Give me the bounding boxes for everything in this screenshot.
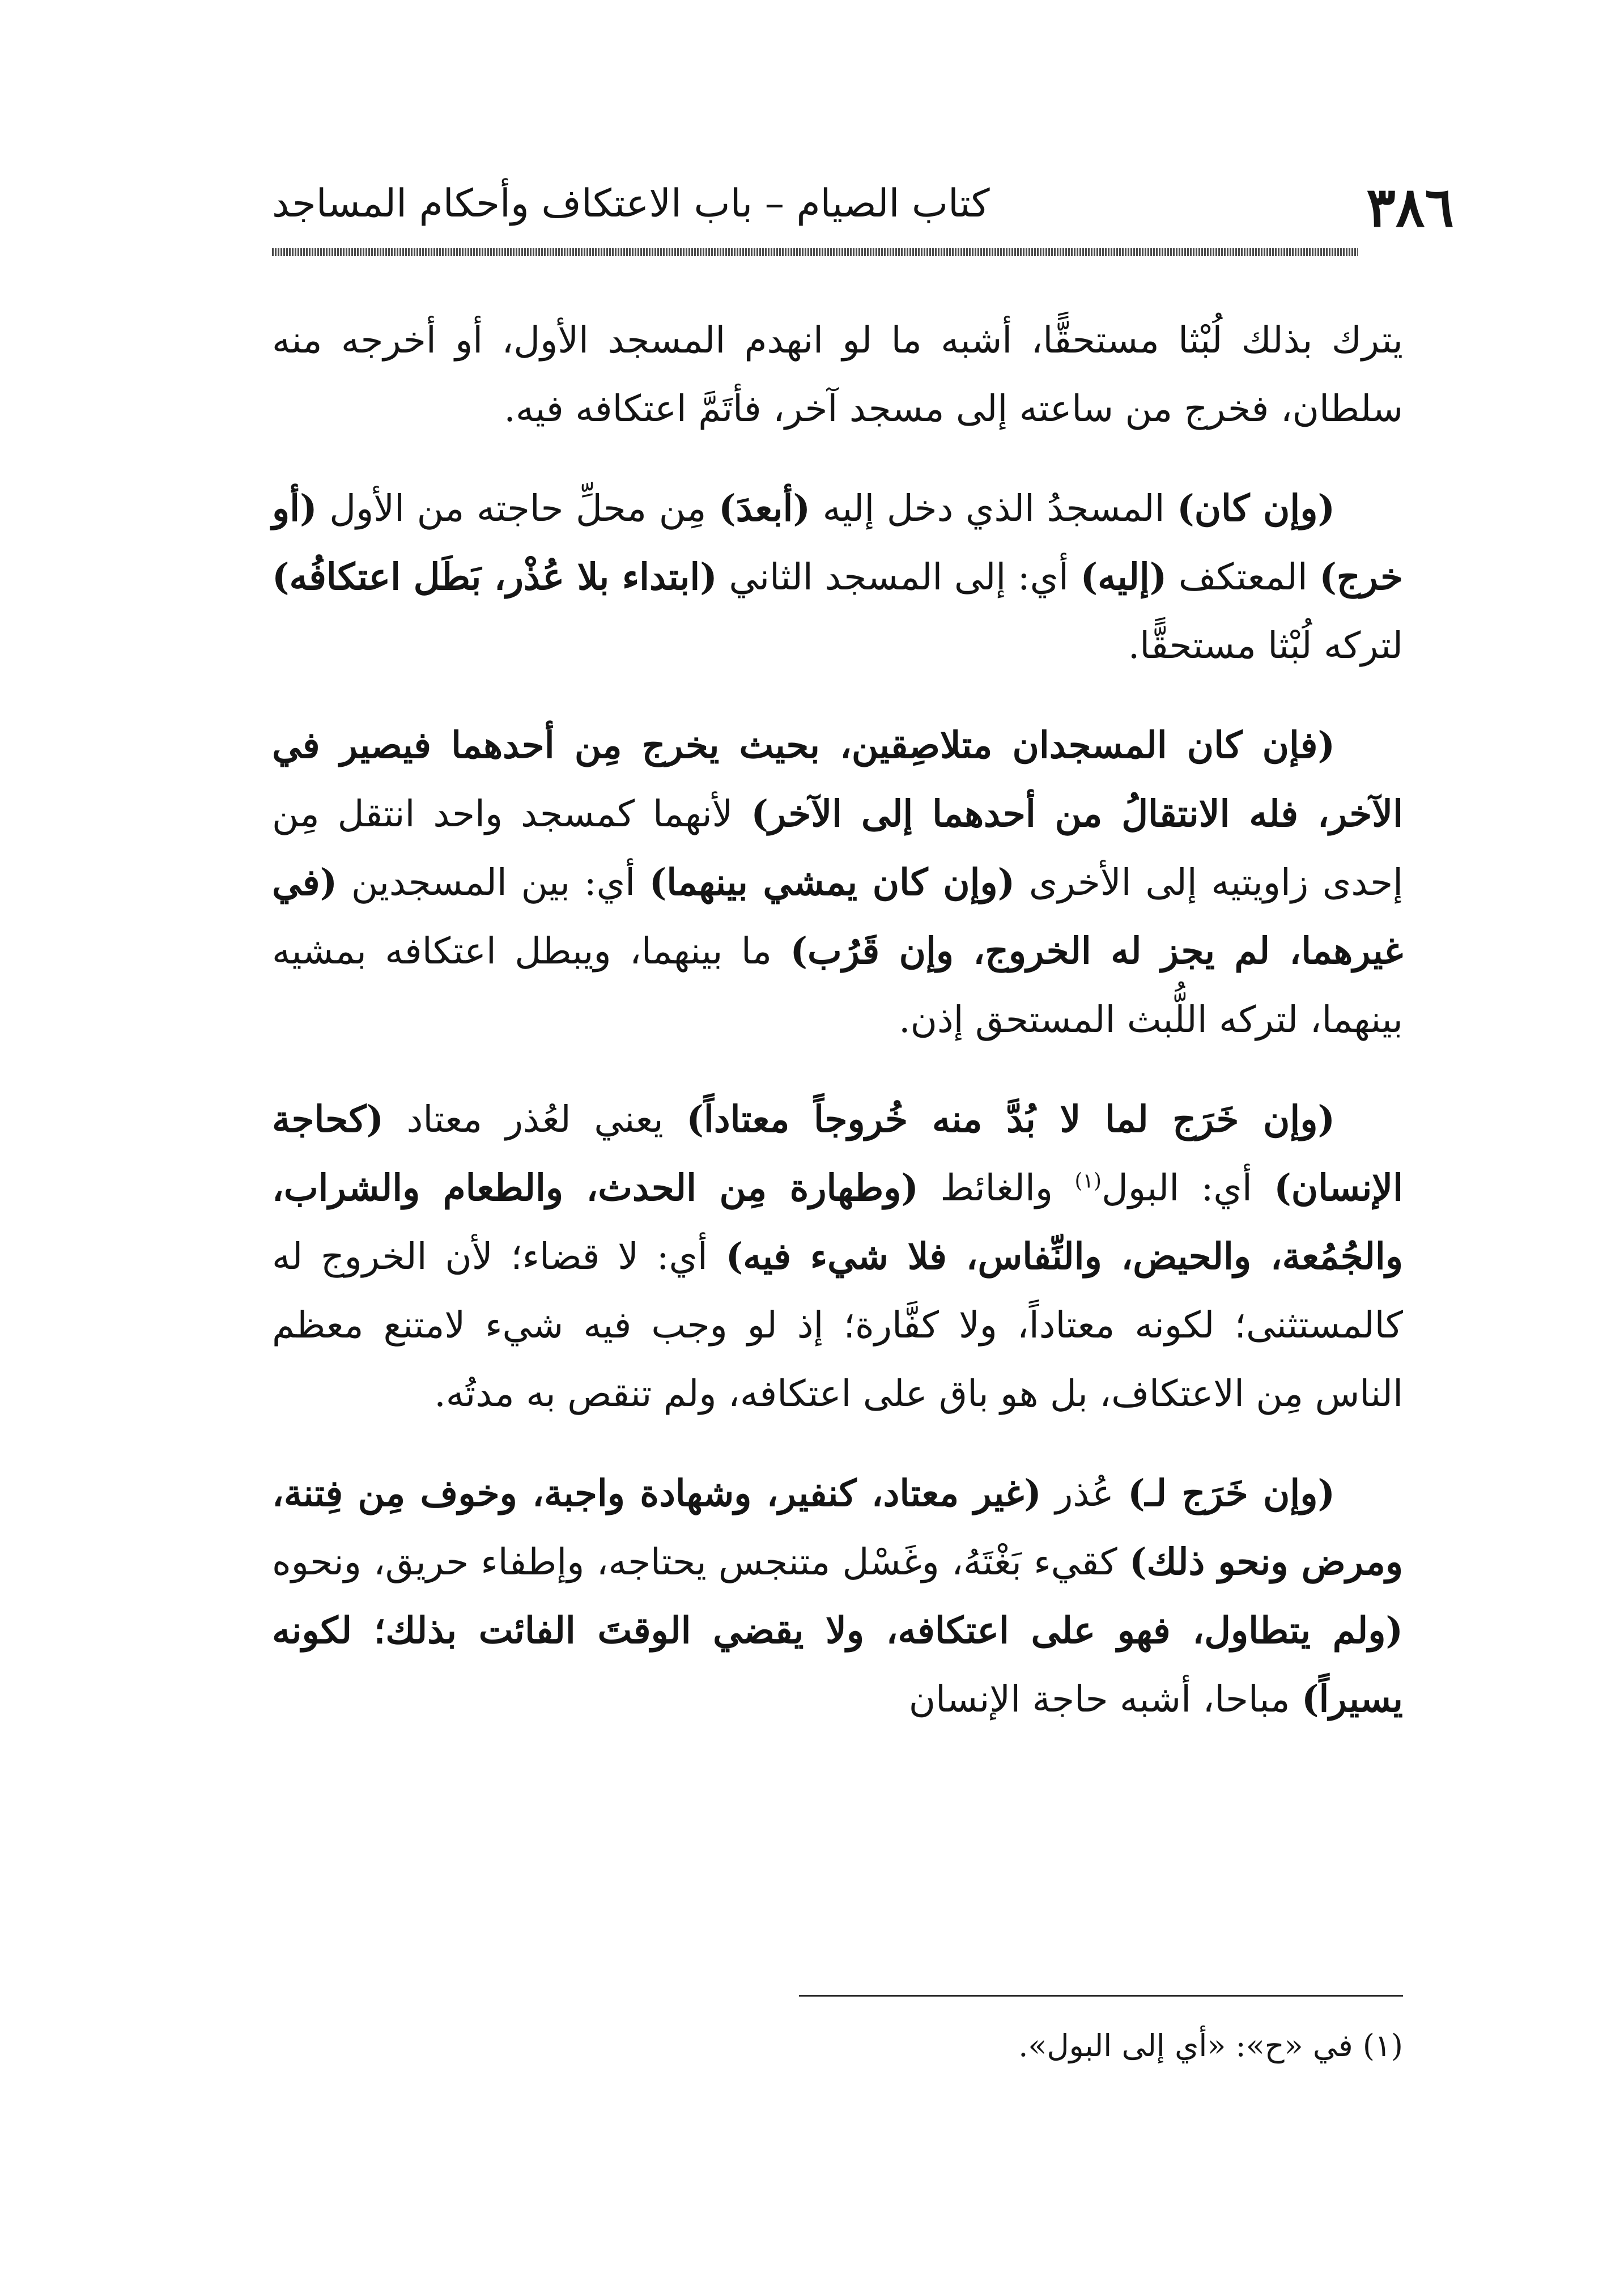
footnote-number: (١)	[1362, 2028, 1403, 2063]
paragraph	[272, 1085, 1403, 1428]
bold-matn-text: (غير معتاد، كنفير، وشهادة واجبة، وخوف مِن فِتنة، ومرض ونحو ذلك)	[272, 1472, 1404, 1583]
commentary-text: أي: إلى المسجد الثاني	[717, 556, 1081, 598]
commentary-text: يعني لعُذر معتاد	[383, 1098, 687, 1141]
paragraph	[272, 306, 1403, 443]
bold-matn-text: (أو خرج)	[272, 487, 1403, 598]
commentary-text: أي: البول	[1101, 1167, 1274, 1209]
running-title: كتاب الصيام – باب الاعتكاف وأحكام المساجد	[272, 181, 990, 226]
footnote	[272, 2026, 1403, 2066]
commentary-text: المعتكف	[1167, 556, 1320, 598]
bold-matn-text: (أبعدَ)	[719, 487, 810, 530]
footnote-reference: (١)	[1074, 1169, 1102, 1193]
commentary-text: عُذر	[1041, 1472, 1128, 1515]
commentary-text: كقيء بَغْتَهُ، وغَسْل متنجس يحتاجه، وإطفاء حريق، ونحوه	[272, 1541, 1129, 1583]
page-number: ٣٨٦	[1366, 175, 1454, 239]
bold-matn-text: (وإن خَرَج لما لا بُدَّ منه خُروجاً معتاداً)	[686, 1098, 1335, 1141]
footnote-rule	[799, 1995, 1403, 1997]
commentary-text: لتركه لُبْثا مستحقًّا.	[1128, 625, 1403, 667]
bold-matn-text: (وإن كان يمشي بينهما)	[649, 861, 1015, 904]
bold-matn-text: (وطهارة مِن الحدث، والطعام والشراب، والجُمُعة، والحيض، والنِّفاس، فلا شيء فيه)	[272, 1166, 1403, 1278]
bold-matn-text: (فإن كان المسجدان متلاصِقين، بحيث يخرج مِن أحدهما فيصير في الآخر، فله الانتقالُ من أحدهما إلى الآخر)	[272, 724, 1403, 835]
paragraph	[272, 474, 1403, 680]
paragraph	[272, 711, 1403, 1054]
commentary-text: المسجدُ الذي دخل إليه	[810, 487, 1177, 530]
bold-matn-text: (ولم يتطاول، فهو على اعتكافه، ولا يقضي الوقتَ الفائت بذلك؛ لكونه يسيراً)	[272, 1609, 1403, 1721]
footnote-text: في «ح»: «أي إلى البول».	[1018, 2028, 1353, 2063]
bold-matn-text: (كحاجة الإنسان)	[272, 1098, 1403, 1209]
bold-matn-text: (ابتداء بلا عُذْر، بَطَل اعتكافُه)	[272, 555, 717, 598]
bold-matn-text: (إليه)	[1080, 555, 1167, 598]
bold-matn-text: (في غيرهما، لم يجز له الخروج، وإن قَرُب)	[272, 861, 1403, 973]
commentary-text: مِن محلِّ حاجته من الأول	[317, 487, 719, 530]
commentary-text: والغائط	[918, 1167, 1075, 1209]
paragraph	[272, 1459, 1403, 1734]
commentary-text: يترك بذلك لُبْثا مستحقًّا، أشبه ما لو انهدم المسجد الأول، أو أخرجه منه سلطان، فخرج من ساعته إلى مسجد آخر، فأتَمَّ اعتكافه فيه.	[272, 319, 1403, 430]
header-rule	[272, 248, 1358, 256]
commentary-text: مباحا، أشبه حاجة الإنسان	[908, 1678, 1302, 1721]
commentary-text: لأنهما كمسجد واحد انتقل مِن إحدى زاويتيه إلى الأخرى	[272, 793, 1403, 904]
commentary-text: أي: لا قضاء؛ لأن الخروج له كالمستثنى؛ لكونه معتاداً، ولا كفَّارة؛ إذ لو وجب فيه شيء لامتنع معظم الناس مِن الاعتكاف، بل هو باق على اعتكافه، ولم تنقص به مدتُه.	[272, 1235, 1403, 1415]
body-text	[272, 306, 1403, 1734]
commentary-text: ما بينهما، ويبطل اعتكافه بمشيه بينهما، لتركه اللُّبث المستحق إذن.	[272, 930, 1403, 1041]
bold-matn-text: (وإن كان)	[1177, 487, 1335, 530]
commentary-text: أي: بين المسجدين	[337, 861, 649, 904]
bold-matn-text: (وإن خَرَج لـ)	[1128, 1472, 1335, 1515]
